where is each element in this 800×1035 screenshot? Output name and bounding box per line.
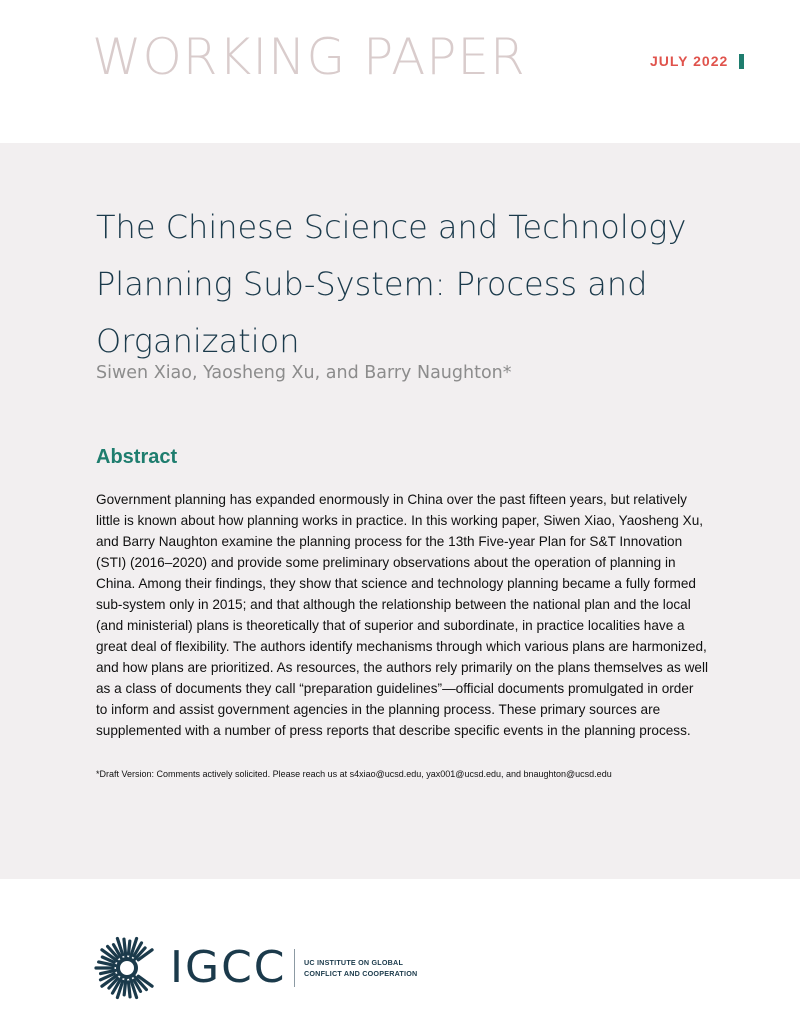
logo-spoke — [128, 941, 129, 954]
logo-spoke — [124, 980, 126, 995]
logo-subtitle-line-2: CONFLICT AND COOPERATION — [304, 969, 418, 978]
paper-title: The Chinese Science and Technology Planning Sub-System: Process and Organization — [96, 208, 687, 360]
paper-authors: Siwen Xiao, Yaosheng Xu, and Barry Naughton* — [96, 363, 512, 383]
date-accent-bar — [739, 54, 744, 69]
abstract-text: Government planning has expanded enormously in China over the past fifteen years, but relatively little is known about how planning works in practice. In this working paper, Siwen Xiao, Yaosheng Xu, and Barry Naughton examine the planning process for the 13th Five-year Plan for S&T Innovation (STI) (2016–2020) and provide some preliminary observations about the operation of planning in China. Among their findings, they show that science and technology planning became a fully formed sub-system only in 2015; and that although the relationship between the national plan and the local (and ministerial) plans is theoretically that of superior and subordinate, in practice localities have a great deal of flexibility. The authors identify mechanisms through which various plans are harmonized, and how plans are prioritized. As resources, the authors rely primarily on the plans themselves as well as a class of documents they call “preparation guidelines”—official documents promulgated in order to inform and assist government agencies in the planning process. These primary sources are supplemented with a number of press reports that describe specific events in the planning process. — [96, 492, 709, 738]
publication-date: JULY 2022 — [650, 53, 729, 69]
logo-core — [118, 959, 136, 977]
abstract-heading: Abstract — [96, 446, 178, 468]
logo-spoke — [128, 982, 130, 997]
igcc-sunburst-icon — [94, 935, 160, 1001]
logo-spoke — [124, 939, 126, 956]
page-header — [0, 0, 800, 143]
logo-subtitle-line-1: UC INSTITUTE ON GLOBAL — [304, 958, 404, 967]
page-footer — [0, 879, 800, 1035]
draft-note: *Draft Version: Comments actively solicited. Please reach us at s4xiao@ucsd.edu, yax001@ucsd.edu, and bnaughton@ucsd.edu — [96, 769, 612, 779]
cover-content — [0, 143, 800, 879]
logo-divider — [294, 949, 295, 987]
logo-subtitle — [304, 957, 417, 979]
logo-wordmark: IGCC — [170, 942, 287, 993]
series-label: WORKING PAPER — [92, 28, 526, 86]
